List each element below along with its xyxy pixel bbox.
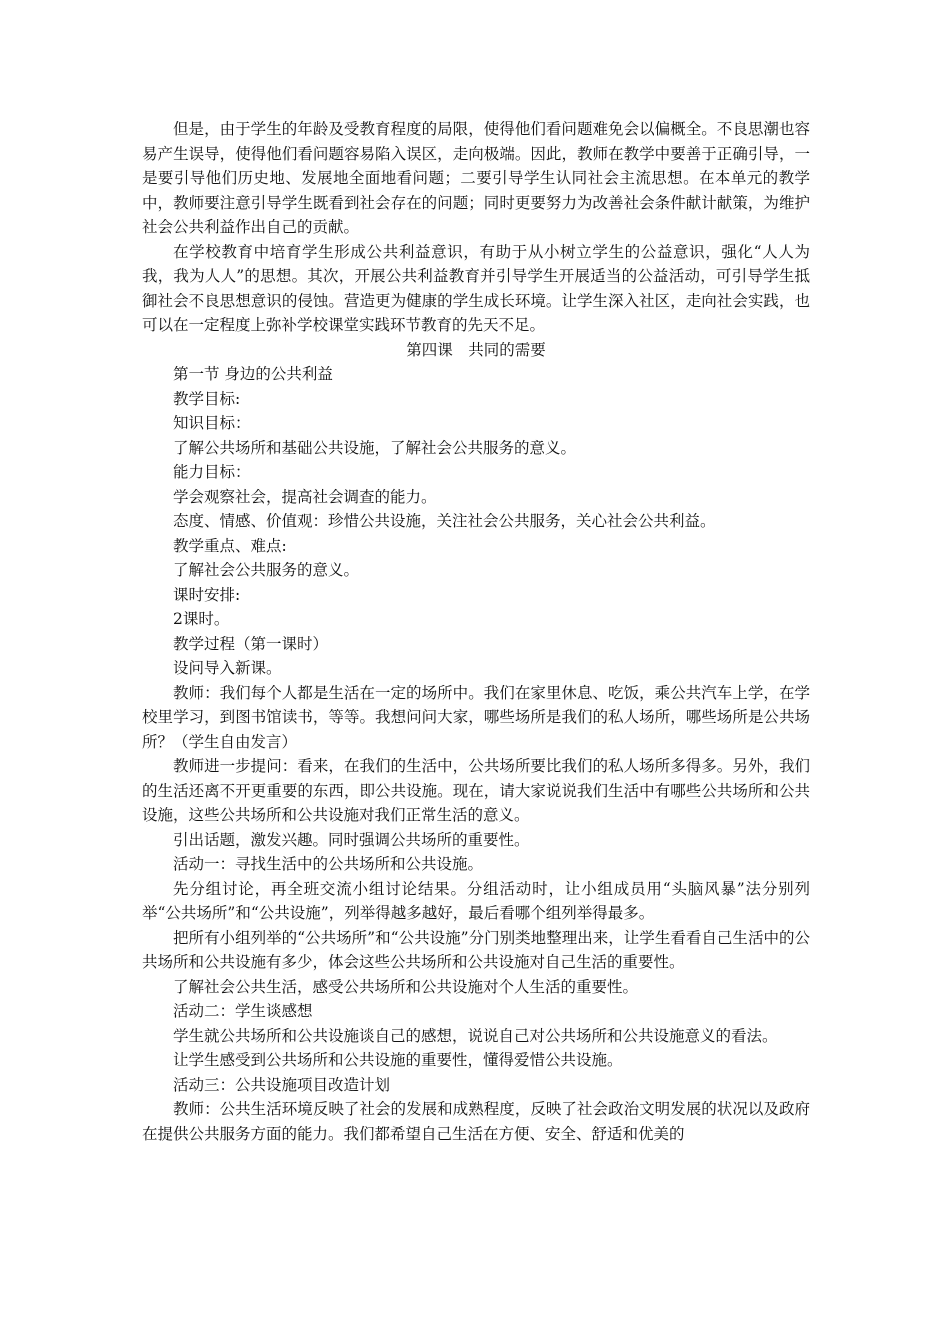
paragraph-public-interest-education: 在学校教育中培育学生形成公共利益意识，有助于从小树立学生的公益意识，强化“人人为我，我为人人”的思想。其次，开展公共利益教育并引导学生开展适当的公益活动，可引导学生抵御社会不良思想意识的侵蚀。营造更为健康的学生成长环境。让学生深入社区，走向社会实践，也可以在一定程度上弥补学校课堂实践环节教育的先天不足。: [142, 242, 810, 334]
ability-goals-text: 学会观察社会，提高社会调查的能力。: [173, 487, 437, 506]
activity-3-title: 活动三：公共设施项目改造计划: [173, 1075, 391, 1094]
intro-question: 设问导入新课。: [173, 659, 282, 677]
activity-1-title: 活动一：寻找生活中的公共场所和公共设施。: [173, 855, 484, 873]
activity-3-teacher-text: 教师：公共生活环境反映了社会的发展和成熟程度，反映了社会政治文明发展的状况以及政府在提供公共服务方面的能力。我们都希望自己生活在方便、安全、舒适和优美的: [142, 1100, 810, 1143]
topic-intro: 引出话题，激发兴趣。同时强调公共场所的重要性。: [173, 830, 530, 849]
heading-process: 教学过程（第一课时）: [173, 634, 329, 653]
heading-key-points: 教学重点、难点:: [173, 536, 287, 555]
section-title: 第一节 身边的公共利益: [173, 365, 333, 383]
heading-teaching-goals: 教学目标:: [173, 389, 241, 408]
key-points-text: 了解社会公共服务的意义。: [173, 561, 360, 579]
activity-2-text: 学生就公共场所和公共设施谈自己的感想，说说自己对公共场所和公共设施意义的看法。: [173, 1026, 778, 1045]
heading-schedule: 课时安排:: [173, 585, 241, 604]
activity-2-purpose: 让学生感受到公共场所和公共设施的重要性，懂得爱惜公共设施。: [173, 1051, 623, 1069]
activity-1-summary: 把所有小组列举的“公共场所”和“公共设施”分门别类地整理出来，让学生看看自己生活中的公共场所和公共设施有多少，体会这些公共场所和公共设施对自己生活的重要性。: [142, 928, 810, 971]
document-page: [142, 117, 810, 1146]
paragraph-intro-limitations: 但是，由于学生的年龄及受教育程度的局限，使得他们看问题难免会以偏概全。不良思潮也容易产生误导，使得他们看问题容易陷入误区，走向极端。因此，教师在教学中要善于正确引导，一是要引导他们历史地、发展地全面地看问题；二要引导学生认同社会主流思想。在本单元的教学中，教师要注意引导学生既看到社会存在的问题；同时更要努力为改善社会条件献计献策，为维护社会公共利益作出自己的贡献。: [142, 120, 810, 236]
attitude-goals-text: 态度、情感、价值观：珍惜公共设施，关注社会公共服务，关心社会公共利益。: [173, 512, 716, 530]
teacher-question-1: 教师：我们每个人都是生活在一定的场所中。我们在家里休息、吃饭，乘公共汽车上学，在学校里学习，到图书馆读书，等等。我想问问大家，哪些场所是我们的私人场所，哪些场所是公共场所？（学生自由发言）: [142, 683, 810, 751]
activity-2-title: 活动二：学生谈感想: [173, 1002, 313, 1020]
activity-1-discussion: 先分组讨论，再全班交流小组讨论结果。分组活动时，让小组成员用“头脑风暴”法分别列举“公共场所”和“公共设施”，列举得越多越好，最后看哪个组列举得最多。: [142, 879, 810, 922]
heading-knowledge-goals: 知识目标：: [173, 414, 251, 432]
knowledge-goals-text: 了解公共场所和基础公共设施，了解社会公共服务的意义。: [173, 438, 577, 457]
activity-1-purpose: 了解社会公共生活，感受公共场所和公共设施对个人生活的重要性。: [173, 977, 639, 996]
schedule-text: 2课时。: [173, 610, 230, 628]
heading-ability-goals: 能力目标：: [173, 463, 251, 481]
lesson-title: 第四课 共同的需要: [406, 340, 546, 359]
teacher-question-2: 教师进一步提问：看来，在我们的生活中，公共场所要比我们的私人场所多得多。另外，我们的生活还离不开更重要的东西，即公共设施。现在，请大家说说我们生活中有哪些公共场所和公共设施，这些公共场所和公共设施对我们正常生活的意义。: [142, 757, 810, 824]
